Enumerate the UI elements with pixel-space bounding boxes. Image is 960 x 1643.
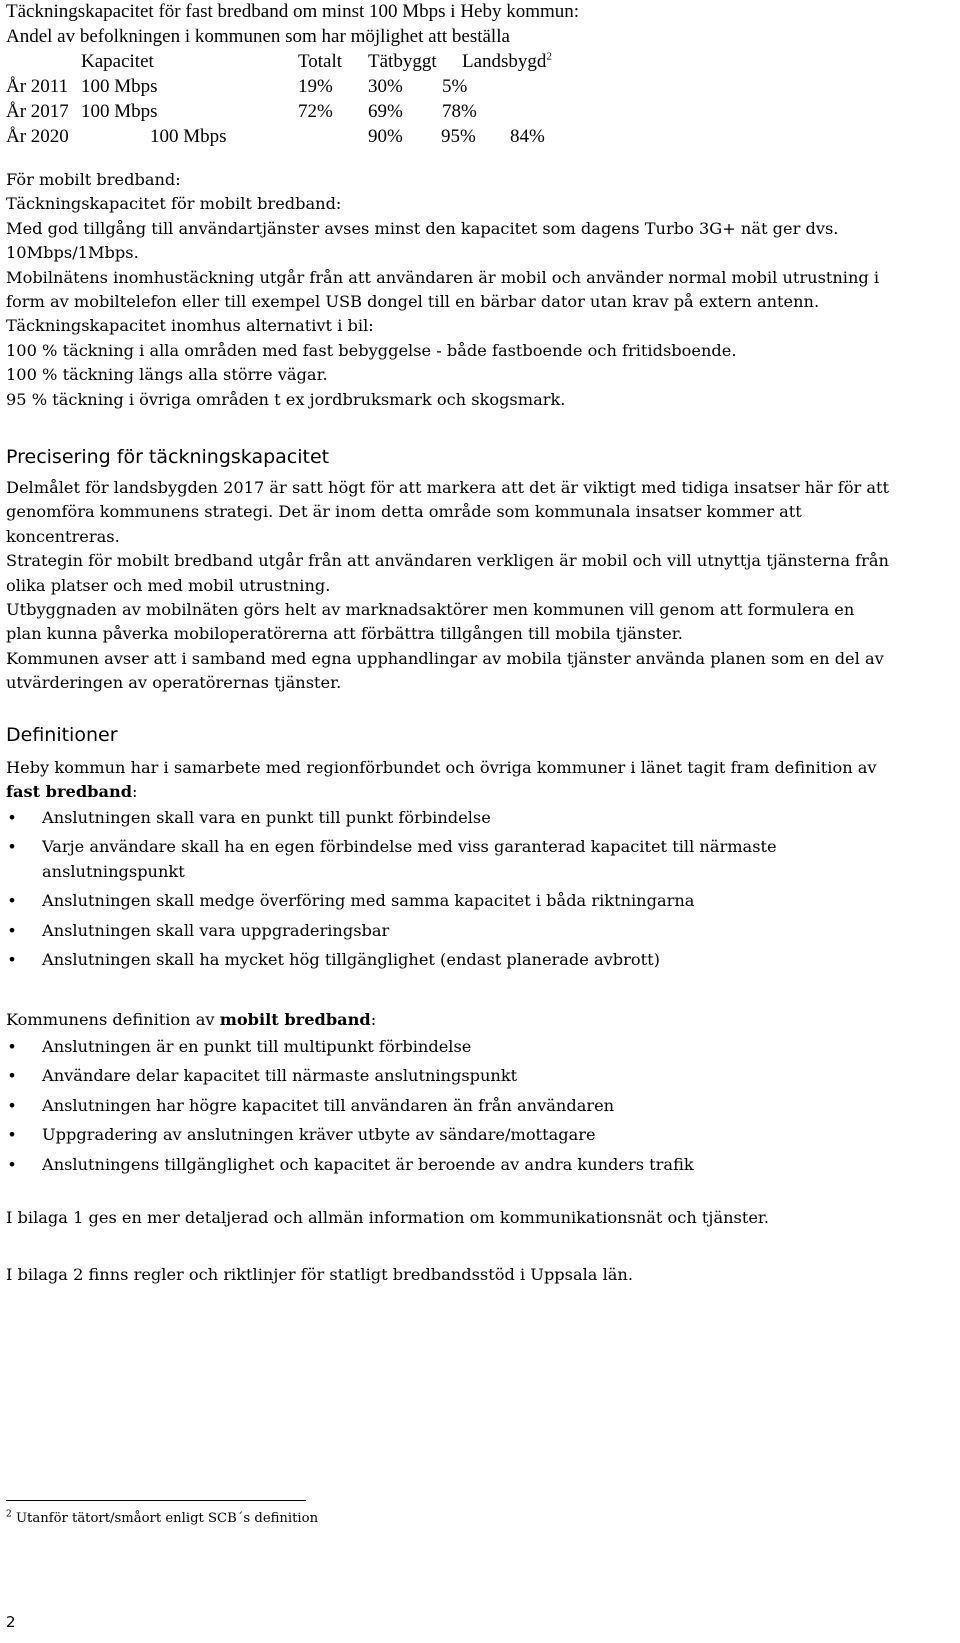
- footnote-ref: 2: [546, 50, 552, 63]
- bullet-icon: •: [7, 1095, 17, 1115]
- appendix-note-1: I bilaga 1 ges en mer detaljerad och allmän information om kommunikationsnät och tjänster.: [6, 1208, 770, 1227]
- text-line: Utbyggnaden av mobilnäten görs helt av marknadsaktörer men kommunen vill genom att formulera en: [6, 600, 855, 620]
- header-urban: Tätbyggt: [368, 51, 437, 72]
- text-line: form av mobiltelefon eller till exempel USB dongel till en bärbar dator utan krav på extern antenn.: [6, 292, 820, 312]
- bullet-icon: •: [7, 891, 17, 911]
- list-item-text: Anslutningen har högre kapacitet till användaren än från användaren: [42, 1095, 615, 1115]
- row-capacity: 100 Mbps: [150, 126, 227, 147]
- section-heading-definitions: Definitioner: [6, 724, 118, 746]
- term-suffix: :: [132, 782, 138, 802]
- row-rural: 84%: [510, 126, 545, 147]
- bullet-icon: •: [7, 950, 17, 970]
- row-capacity: 100 Mbps: [81, 76, 158, 97]
- text-line: olika platser och med mobil utrustning.: [6, 575, 331, 595]
- text-line: genomföra kommunens strategi. Det är inom detta område som kommunala insatser kommer att: [6, 502, 802, 522]
- row-urban: 30%: [368, 76, 403, 97]
- intro-text: Kommunens definition av: [6, 1010, 220, 1029]
- row-urban: 69%: [368, 101, 403, 122]
- row-total: 90%: [368, 126, 403, 147]
- list-item-text: Användare delar kapacitet till närmaste anslutningspunkt: [42, 1066, 518, 1086]
- footnote-text: Utanför tätort/småort enligt SCB´s definition: [15, 1511, 319, 1526]
- bullet-icon: •: [7, 1066, 17, 1086]
- row-capacity: 100 Mbps: [81, 101, 158, 122]
- text-line: plan kunna påverka mobiloperatörerna att förbättra tillgången till mobila tjänster.: [6, 624, 683, 644]
- table-title-line-2: Andel av befolkningen i kommunen som har möjlighet att beställa: [6, 26, 510, 47]
- list-item-text: Uppgradering av anslutningen kräver utbyte av sändare/mottagare: [42, 1125, 596, 1145]
- text-line: För mobilt bredband:: [6, 170, 181, 189]
- list-item-continuation: [6, 860, 956, 884]
- header-capacity: Kapacitet: [81, 51, 154, 72]
- list-item: [6, 1123, 956, 1147]
- text-line: 100 % täckning längs alla större vägar.: [6, 365, 328, 385]
- text-line: Täckningskapacitet inomhus alternativt i bil:: [6, 316, 374, 336]
- header-rural-label: Landsbygd: [462, 51, 547, 72]
- row-rural: 78%: [442, 101, 477, 122]
- table-title-line-1: Täckningskapacitet för fast bredband om minst 100 Mbps i Heby kommun:: [6, 1, 580, 22]
- list-item-text: anslutningspunkt: [42, 861, 185, 881]
- row-year: År 2020: [6, 126, 69, 147]
- bullet-icon: •: [7, 920, 17, 940]
- appendix-note-2: I bilaga 2 finns regler och riktlinjer för statligt bredbandsstöd i Uppsala län.: [6, 1265, 633, 1284]
- bullet-icon: •: [7, 1037, 17, 1056]
- mobile-broadband-list: [6, 1035, 956, 1177]
- term-mobile-broadband: mobilt bredband: [219, 1010, 371, 1029]
- text-line: Strategin för mobilt bredband utgår från att användaren verkligen är mobil och vill utnyttja tjänsterna från: [6, 551, 889, 571]
- list-item: [6, 806, 956, 830]
- fixed-broadband-intro: [6, 756, 956, 805]
- text-line: [6, 1008, 956, 1032]
- row-year: År 2011: [6, 76, 69, 97]
- list-item-text: Varje användare skall ha en egen förbindelse med viss garanterad kapacitet till närmaste: [42, 837, 777, 857]
- table-row: [6, 125, 646, 150]
- row-year: År 2017: [6, 101, 69, 122]
- list-item: [6, 948, 956, 972]
- text-line: Med god tillgång till användartjänster avses minst den kapacitet som dagens Turbo 3G+ nät ger dvs.: [6, 218, 839, 238]
- list-item-text: Anslutningens tillgänglighet och kapacitet är beroende av andra kunders trafik: [42, 1154, 694, 1174]
- list-item: [6, 1094, 956, 1118]
- fixed-broadband-list: [6, 806, 956, 972]
- list-item: [6, 1035, 956, 1059]
- row-urban: 95%: [441, 126, 476, 147]
- list-item: [6, 1064, 956, 1088]
- list-item: [6, 889, 956, 913]
- text-line: 95 % täckning i övriga områden t ex jordbruksmark och skogsmark.: [6, 389, 566, 409]
- table-row: [6, 75, 646, 100]
- bullet-icon: •: [7, 1125, 17, 1145]
- text-line: koncentreras.: [6, 526, 120, 546]
- bullet-icon: •: [7, 837, 17, 857]
- text-line: utvärderingen av operatörernas tjänster.: [6, 673, 342, 693]
- list-item-text: Anslutningen skall vara uppgraderingsbar: [42, 920, 390, 940]
- term-fixed-broadband: fast bredband: [6, 782, 133, 802]
- precision-section: [6, 476, 956, 696]
- mobile-broadband-intro: [6, 1008, 956, 1032]
- header-rural: [462, 50, 552, 74]
- text-line: [6, 780, 956, 804]
- text-line: Mobilnätens inomhustäckning utgår från att användaren är mobil och använder normal mobil utrustning i: [6, 267, 880, 287]
- row-total: 19%: [298, 76, 333, 97]
- footnote-number: 2: [6, 1509, 12, 1520]
- table-header-row: [6, 50, 646, 75]
- list-item-text: Anslutningen skall vara en punkt till punkt förbindelse: [42, 808, 491, 827]
- text-line: Kommunen avser att i samband med egna upphandlingar av mobila tjänster använda planen som en del av: [6, 648, 884, 668]
- text-line: 10Mbps/1Mbps.: [6, 243, 139, 263]
- text-line: Täckningskapacitet för mobilt bredband:: [6, 194, 342, 214]
- list-item-text: Anslutningen är en punkt till multipunkt förbindelse: [42, 1037, 472, 1056]
- list-item: [6, 919, 956, 943]
- page-number: 2: [6, 1613, 16, 1631]
- list-item: [6, 835, 956, 859]
- text-line: Delmålet för landsbygden 2017 är satt högt för att markera att det är viktigt med tidiga insatser här för att: [6, 478, 889, 497]
- row-rural: 5%: [442, 76, 468, 97]
- row-total: 72%: [298, 101, 333, 122]
- footnote-separator: [6, 1500, 306, 1501]
- footnote: [6, 1510, 318, 1528]
- bullet-icon: •: [7, 1154, 17, 1174]
- section-heading-precision: Precisering för täckningskapacitet: [6, 446, 330, 468]
- list-item-text: Anslutningen skall ha mycket hög tillgänglighet (endast planerade avbrott): [42, 950, 660, 970]
- list-item: [6, 1153, 956, 1177]
- bullet-icon: •: [7, 808, 17, 827]
- text-line: 100 % täckning i alla områden med fast bebyggelse - både fastboende och fritidsboende.: [6, 340, 737, 360]
- term-suffix: :: [370, 1010, 377, 1029]
- list-item-text: Anslutningen skall medge överföring med samma kapacitet i båda riktningarna: [42, 891, 695, 911]
- header-total: Totalt: [298, 51, 343, 72]
- mobile-broadband-section: [6, 168, 956, 412]
- table-row: [6, 100, 646, 125]
- text-line: Heby kommun har i samarbete med regionförbundet och övriga kommuner i länet tagit fram definition av: [6, 758, 877, 777]
